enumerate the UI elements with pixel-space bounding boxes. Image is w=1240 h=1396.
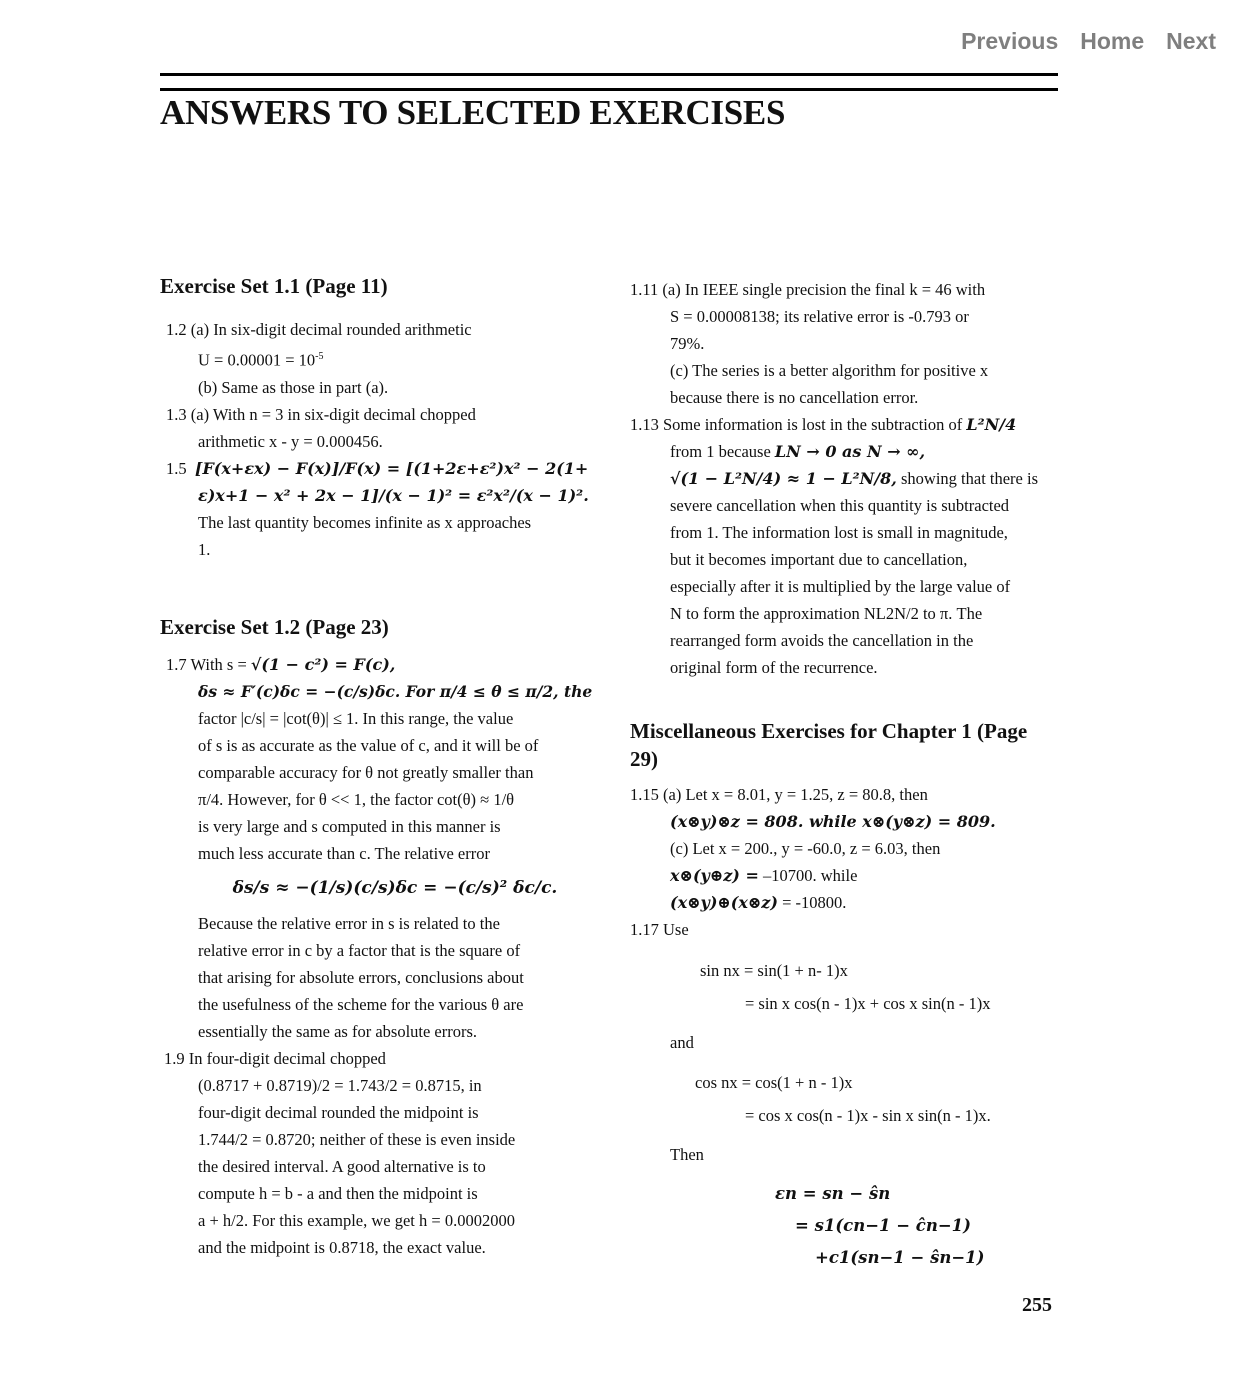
relative-error-equation: δs/s ≈ −(1/s)(c/s)δc = −(c/s)² δc/c. — [232, 877, 558, 898]
exercise-1-7-line7: is very large and s computed in this manner is — [198, 816, 501, 836]
title-rule-top — [160, 73, 1058, 76]
exercise-1-9-line1: 1.9 In four-digit decimal chopped — [164, 1048, 386, 1068]
exercise-1-15-line3: (c) Let x = 200., y = -60.0, z = 6.03, then — [670, 839, 941, 858]
exercise-1-15-line1: 1.15 (a) Let x = 8.01, y = 1.25, z = 80.8, then — [630, 785, 928, 804]
exercise-1-9-line3: four-digit decimal rounded the midpoint is — [198, 1102, 479, 1122]
exercise-1-7-line8: much less accurate than c. The relative error — [198, 843, 490, 863]
exercise-1-13-line2: from 1 because LN → 0 as N → ∞, — [670, 442, 926, 461]
exercise-1-15-line4: x⊗(y⊕z) = –10700. while — [670, 866, 858, 885]
exercise-1-9-line2: (0.8717 + 0.8719)/2 = 1.743/2 = 0.8715, in — [198, 1075, 482, 1095]
exercise-1-7-line4: of s is as accurate as the value of c, and it will be of — [198, 735, 539, 755]
exercise-1-2-line2: $U = 0.00001 = 10^{-5}$ — [198, 350, 324, 370]
page-number: 255 — [1022, 1294, 1052, 1316]
exercise-1-13-line3: √(1 − L²N/4) ≈ 1 − L²N/8, showing that there is — [670, 469, 1039, 488]
exercise-1-11-line5: because there is no cancellation error. — [670, 388, 919, 407]
and-text: and — [670, 1033, 694, 1052]
exercise-1-9-line6: compute h = b - a and then the midpoint is — [198, 1183, 478, 1203]
exercise-1-7-line11: that arising for absolute errors, conclusions about — [198, 967, 524, 987]
exercise-1-17-line1: 1.17 Use — [630, 920, 689, 939]
page-title: ANSWERS TO SELECTED EXERCISES — [160, 93, 786, 132]
home-link[interactable]: Home — [1080, 28, 1145, 54]
cos-identity-line1: cos nx = cos(1 + n - 1)x — [695, 1073, 853, 1092]
cos-identity-line2: = cos x cos(n - 1)x - sin x sin(n - 1)x. — [745, 1106, 991, 1125]
exercise-1-13-line9: rearranged form avoids the cancellation in the — [670, 631, 974, 650]
exercise-1-15-line5: (x⊗y)⊕(x⊗z) = -10800. — [670, 893, 847, 912]
section-heading-1-1: Exercise Set 1.1 (Page 11) — [160, 274, 388, 298]
exercise-1-15-line2: (x⊗y)⊗z = 808. while x⊗(y⊗z) = 809. — [670, 812, 996, 831]
then-text: Then — [670, 1145, 704, 1164]
section-heading-1-2: Exercise Set 1.2 (Page 23) — [160, 614, 389, 639]
exercise-1-9-line8: and the midpoint is 0.8718, the exact value. — [198, 1237, 486, 1257]
exercise-1-11-line3: 79%. — [670, 334, 705, 353]
exercise-1-13-line6: but it becomes important due to cancellation, — [670, 550, 968, 569]
exercise-1-7-line12: the usefulness of the scheme for the various θ are — [198, 994, 524, 1014]
exercise-1-7-line9: Because the relative error in s is related to the — [198, 913, 500, 933]
exercise-1-9-line4: 1.744/2 = 0.8720; neither of these is even inside — [198, 1129, 516, 1149]
exercise-1-5-line1: 1.5 [F(x+εx) − F(x)]/F(x) = [(1+2ε+ε²)x² − 2(1+ — [166, 458, 589, 478]
sin-identity-line1: sin nx = sin(1 + n- 1)x — [700, 961, 848, 980]
epsilon-equation-line3: +c1(sn−1 − ŝn−1) — [815, 1248, 985, 1267]
exercise-1-13-line7: especially after it is multiplied by the large value of — [670, 577, 1011, 596]
page-nav — [961, 28, 1216, 55]
exercise-1-7-line2: δs ≈ F′(c)δc = −(c/s)δc. For π/4 ≤ θ ≤ π/2, the — [198, 681, 593, 701]
previous-link[interactable]: Previous — [961, 28, 1059, 54]
exercise-1-7-line6: π/4. However, for θ << 1, the factor cot(θ) ≈ 1/θ — [198, 789, 515, 809]
exercise-1-2-line3: (b) Same as those in part (a). — [198, 377, 389, 397]
next-link[interactable]: Next — [1166, 28, 1216, 54]
exercise-1-13-line5: from 1. The information lost is small in magnitude, — [670, 523, 1008, 542]
exercise-1-5-line3: The last quantity becomes infinite as x approaches — [198, 512, 532, 532]
exercise-1-13-line1: 1.13 Some information is lost in the subtraction of L²N/4 — [630, 415, 1017, 434]
title-rule-bottom — [160, 88, 1058, 91]
exercise-1-9-line5: the desired interval. A good alternative is to — [198, 1156, 486, 1176]
exercise-1-5-line2: ε)x+1 − x² + 2x − 1]/(x − 1)² = ε²x²/(x − 1)². — [198, 485, 589, 505]
exercise-1-7-line3: factor |c/s| = |cot(θ)| ≤ 1. In this range, the value — [198, 708, 514, 728]
exercise-1-13-line10: original form of the recurrence. — [670, 658, 878, 677]
exercise-1-5-line4: 1. — [198, 539, 211, 559]
exercise-1-11-line2: S = 0.00008138; its relative error is -0.793 or — [670, 307, 969, 326]
exercise-1-2-line1: 1.2 (a) In six-digit decimal rounded arithmetic — [166, 320, 472, 339]
sin-identity-line2: = sin x cos(n - 1)x + cos x sin(n - 1)x — [745, 994, 991, 1013]
exercise-1-13-line4: severe cancellation when this quantity is subtracted — [670, 496, 1010, 515]
epsilon-equation-line1: εn = sn − ŝn — [775, 1184, 891, 1203]
epsilon-equation-line2: = s1(cn−1 − ĉn−1) — [795, 1216, 971, 1235]
exercise-1-7-line13: essentially the same as for absolute errors. — [198, 1021, 478, 1041]
exercise-1-7-line5: comparable accuracy for θ not greatly smaller than — [198, 762, 534, 782]
right-column — [630, 276, 1060, 1274]
exercise-1-7-line1: 1.7 With s = √(1 − c²) = F(c), — [166, 654, 396, 674]
exercise-1-3-line1: 1.3 (a) With n = 3 in six-digit decimal chopped — [166, 404, 476, 424]
exercise-1-3-line2: arithmetic x - y = 0.000456. — [198, 431, 383, 451]
exercise-1-9-line7: a + h/2. For this example, we get h = 0.0002000 — [198, 1210, 515, 1230]
exercise-1-11-line1: 1.11 (a) In IEEE single precision the final k = 46 with — [630, 280, 986, 299]
exercise-1-13-line8: N to form the approximation NL2N/2 to π. The — [670, 604, 983, 623]
exercise-1-7-line10: relative error in c by a factor that is the square of — [198, 940, 521, 960]
left-column — [160, 272, 600, 1261]
section-heading-misc-chapter-1: Miscellaneous Exercises for Chapter 1 (Page 29) — [630, 719, 1028, 771]
exercise-1-11-line4: (c) The series is a better algorithm for positive x — [670, 361, 989, 380]
